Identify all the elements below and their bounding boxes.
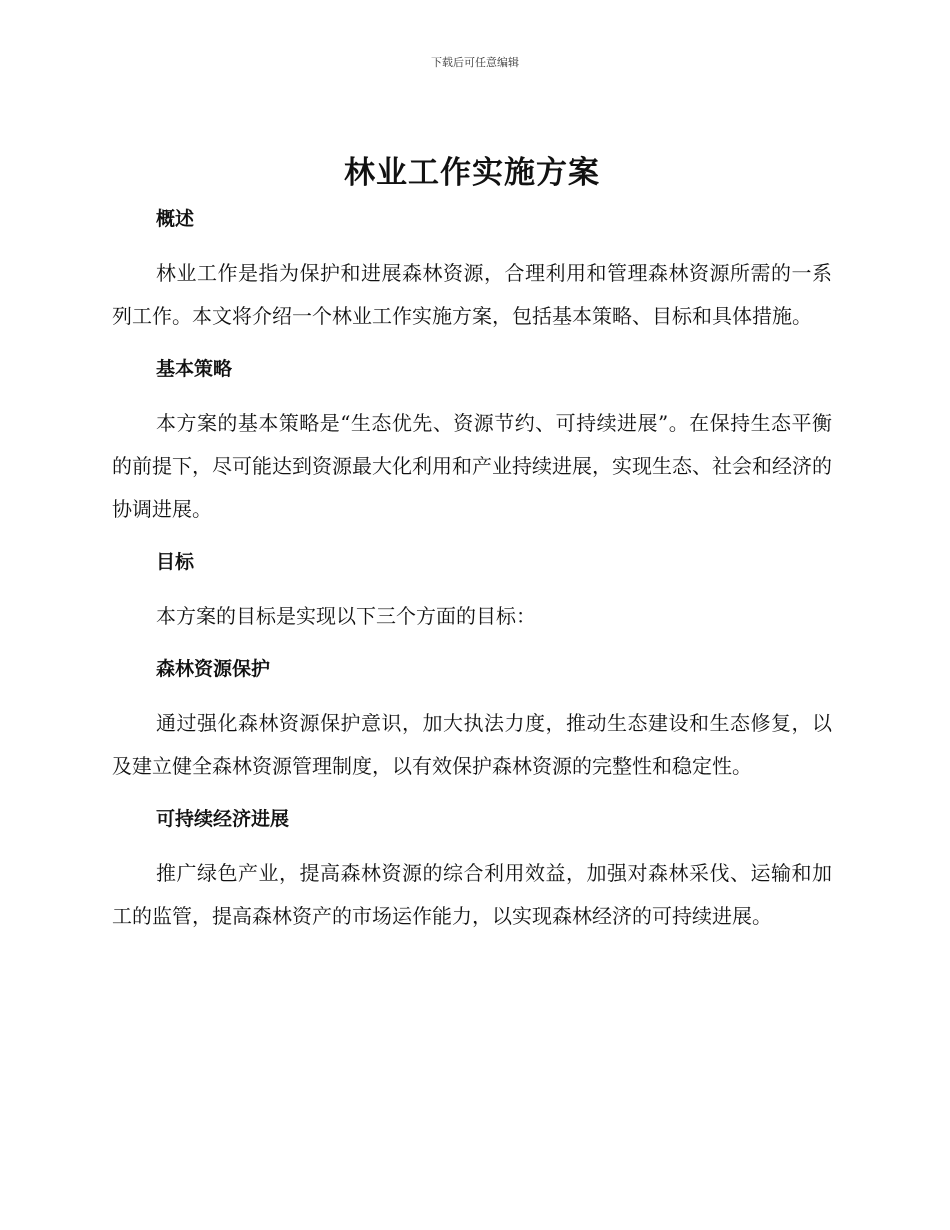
section-heading-strategy: 基本策略 — [156, 358, 233, 380]
section-heading-overview: 概述 — [156, 208, 195, 230]
paragraph-overview: 林业工作是指为保护和进展森林资源，合理利用和管理森林资源所需的一系列工作。本文将介绍一个林业工作实施方案，包括基本策略、目标和具体措施。 — [112, 261, 832, 328]
paragraph-strategy: 本方案的基本策略是“生态优先、资源节约、可持续进展”。在保持生态平衡的前提下，尽可能达到资源最大化利用和产业持续进展，实现生态、社会和经济的协调进展。 — [112, 411, 832, 521]
document-title: 林业工作实施方案 — [344, 155, 600, 191]
paragraph-forest-protection: 通过强化森林资源保护意识，加大执法力度，推动生态建设和生态修复，以及建立健全森林资源管理制度，以有效保护森林资源的完整性和稳定性。 — [112, 711, 832, 778]
document-body — [112, 150, 832, 938]
section-heading-goals: 目标 — [156, 551, 195, 573]
section-heading-forest-protection: 森林资源保护 — [156, 658, 271, 680]
paragraph-sustainable-economy: 推广绿色产业，提高森林资源的综合利用效益，加强对森林采伐、运输和加工的监管，提高森林资产的市场运作能力，以实现森林经济的可持续进展。 — [112, 861, 832, 928]
paragraph-goals: 本方案的目标是实现以下三个方面的目标： — [156, 604, 536, 628]
header-note: 下载后可任意编辑 — [431, 56, 519, 69]
section-heading-sustainable-economy: 可持续经济进展 — [156, 808, 290, 830]
